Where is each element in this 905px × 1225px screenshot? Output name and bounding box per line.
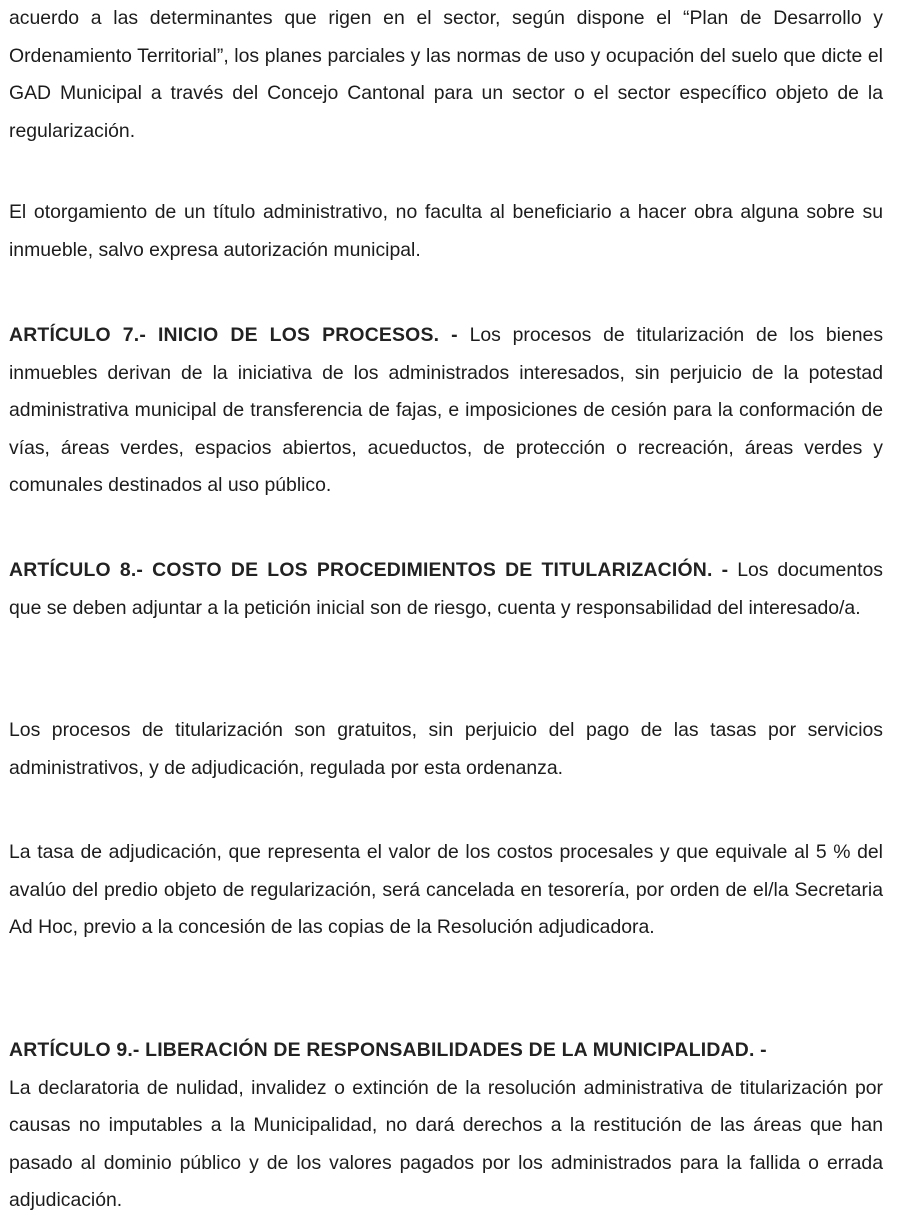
article-7-text: Los procesos de titularización de los bienes inmuebles derivan de la iniciativa de los administrados interesados, sin perjuicio de la potestad administrativa municipal de transferencia de fajas, e imposiciones de cesión para la conformación de vías, áreas verdes, espacios abiertos, acueductos, de protección o recreación, áreas verdes y comunales destinados al uso público. [9, 324, 884, 496]
paragraph-titulo-administrativo [9, 194, 883, 269]
paragraph-text: El otorgamiento de un título administrativo, no faculta al beneficiario a hacer obra alguna sobre su inmueble, salvo expresa autorización municipal. [9, 201, 883, 261]
article-9-heading: ARTÍCULO 9.- LIBERACIÓN DE RESPONSABILIDADES DE LA MUNICIPALIDAD. - [9, 1039, 767, 1061]
article-8-text: Los documentos que se deben adjuntar a la petición inicial son de riesgo, cuenta y responsabilidad del interesado/a. [9, 559, 883, 619]
paragraph-text: Los procesos de titularización son gratuitos, sin perjuicio del pago de las tasas por servicios administrativos, y de adjudicación, regulada por esta ordenanza. [9, 719, 883, 779]
article-9 [9, 1032, 883, 1220]
paragraph-procesos-gratuitos [9, 712, 883, 787]
paragraph-text: La tasa de adjudicación, que representa el valor de los costos procesales y que equivale al 5 % del avalúo del predio objeto de regularización, será cancelada en tesorería, por orden de el/la Secretaria Ad Hoc, previo a la concesión de las copias de la Resolución adjudicadora. [9, 841, 883, 938]
article-8-heading: ARTÍCULO 8.- COSTO DE LOS PROCEDIMIENTOS DE TITULARIZACIÓN. - [9, 559, 729, 581]
paragraph-tasa-adjudicacion [9, 834, 883, 947]
article-7 [9, 317, 883, 505]
article-9-text: La declaratoria de nulidad, invalidez o extinción de la resolución administrativa de titularización por causas no imputables a la Municipalidad, no dará derechos a la restitución de las áreas que han pasado al dominio público y de los valores pagados por los administrados para la fallida o errada adjudicación. [9, 1076, 883, 1211]
article-8 [9, 552, 883, 627]
article-7-heading: ARTÍCULO 7.- INICIO DE LOS PROCESOS. - [9, 324, 458, 346]
paragraph-text: acuerdo a las determinantes que rigen en el sector, según dispone el “Plan de Desarrollo y Ordenamiento Territorial”, los planes parciales y las normas de uso y ocupación del suelo que dicte el GAD Municipal a través del Concejo Cantonal para un sector o el sector específico objeto de la regularización. [9, 7, 883, 142]
paragraph-continuation [9, 0, 883, 150]
